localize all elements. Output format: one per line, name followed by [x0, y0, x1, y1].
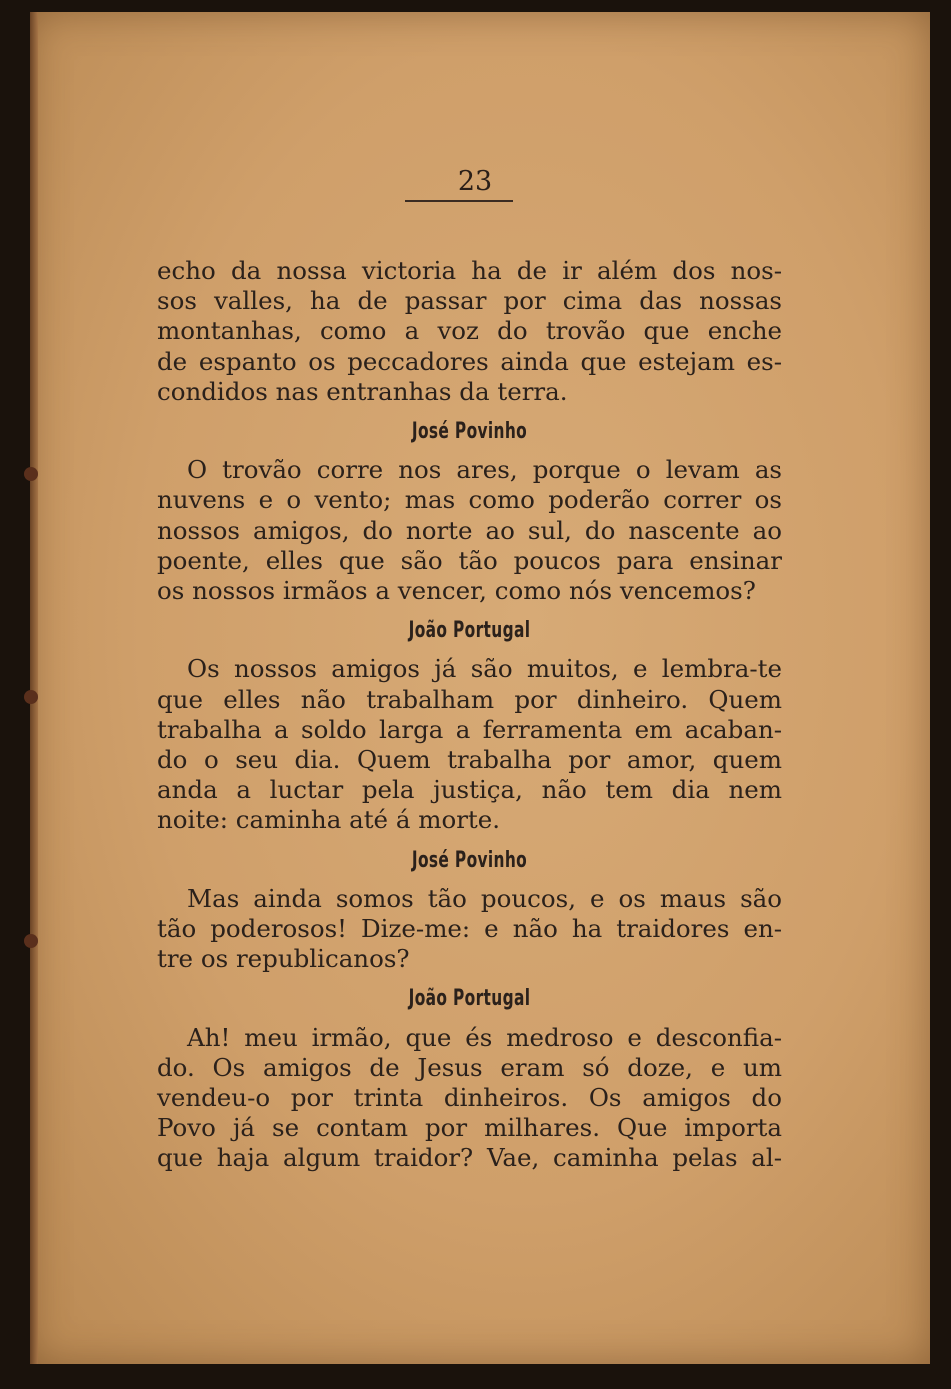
binding-stitch [24, 690, 38, 704]
binding-stitch [24, 467, 38, 481]
text-line: nuvens e o vento; mas como poderão correr os [157, 485, 782, 515]
text-line: Ah! meu irmão, que és medroso e desconfia- [187, 1022, 782, 1052]
text-line: sos valles, ha de passar por cima das nossas [157, 286, 782, 316]
text-line: condidos nas entranhas da terra. [157, 376, 568, 406]
text-line: vendeu-o por trinta dinheiros. Os amigos do [157, 1083, 782, 1113]
text-line: os nossos irmãos a vencer, como nós vencemos? [157, 576, 756, 606]
text-line: montanhas, como a voz do trovão que enche [157, 316, 782, 346]
text-line: do o seu dia. Quem trabalha por amor, quem [157, 745, 782, 775]
text-line: echo da nossa victoria ha de ir além dos nos- [157, 256, 782, 285]
text-line: tão poderosos! Dize-me: e não ha traidores en- [157, 914, 782, 944]
dialogue-paragraph [157, 654, 782, 835]
page-text [157, 256, 782, 1174]
dialogue-paragraph [157, 1023, 782, 1174]
text-line: que elles não trabalham por dinheiro. Quem [157, 684, 782, 714]
dialogue-paragraph [157, 256, 782, 407]
text-line: noite: caminha até á morte. [157, 805, 501, 835]
text-line: anda a luctar pela justiça, não tem dia nem [157, 775, 782, 805]
text-line: Mas ainda somos tão poucos, e os maus são [187, 883, 782, 913]
binding-stitch [24, 934, 38, 948]
page-spine [30, 12, 38, 1364]
text-line: tre os republicanos? [157, 944, 410, 974]
text-line: O trovão corre nos ares, porque o levam as [187, 455, 782, 485]
speaker-name: José Povinho [411, 419, 528, 445]
text-line: nossos amigos, do norte ao sul, do nascente ao [157, 515, 782, 545]
page-number-rule [405, 200, 513, 202]
speaker-name: João Portugal [408, 986, 531, 1012]
dialogue-paragraph [157, 884, 782, 975]
dialogue-paragraph [157, 455, 782, 606]
text-line: que haja algum traidor? Vae, caminha pelas al- [157, 1143, 782, 1173]
text-line: do. Os amigos de Jesus eram só doze, e um [157, 1052, 782, 1082]
text-line: Povo já se contam por milhares. Que importa [157, 1113, 782, 1143]
text-line: Os nossos amigos já são muitos, e lembra-te [187, 654, 782, 684]
page-number: 23 [457, 166, 493, 197]
text-line: de espanto os peccadores ainda que estejam es- [157, 346, 782, 376]
text-line: trabalha a soldo larga a ferramenta em acaban- [157, 714, 782, 744]
speaker-name: João Portugal [408, 618, 531, 644]
text-line: poente, elles que são tão poucos para ensinar [157, 545, 782, 575]
speaker-name: José Povinho [411, 847, 528, 873]
